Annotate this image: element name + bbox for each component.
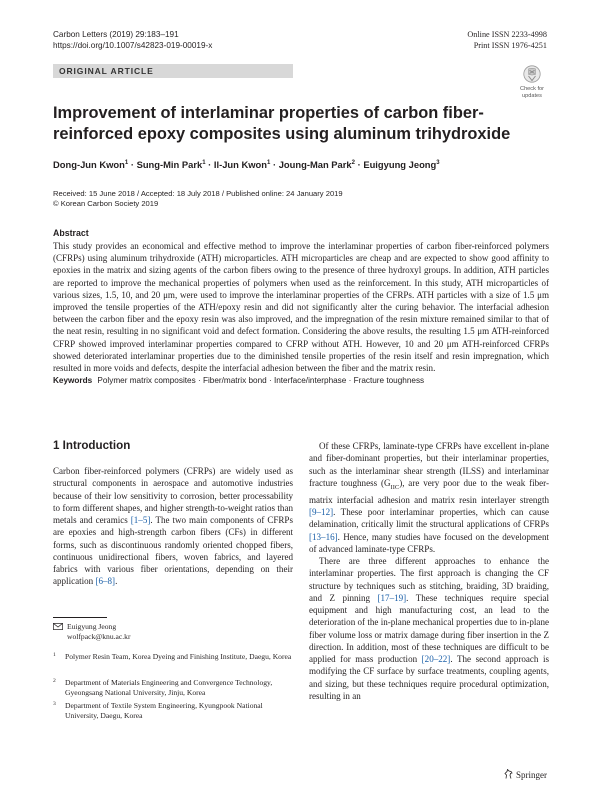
intro-paragraph-2: Of these CFRPs, laminate-type CFRPs have excellent in-plane and fiber-dominant properties, but their interlaminar properties, such as the interlaminar shear strength (ILSS) and interlaminar fracture toughness $(G_{IIC})$, are very poor due to the weak fiber-matrix interfacial adhesion and matrix resin interlayer strength [9–12]. These poor interlaminar properties, which can cause delamination, critically limit the structural applications of CFRPs [13–16]. Hence, many studies have focused on the development of advanced laminate-type CFRPs. bbox=[309, 441, 549, 554]
affiliation-number: 3 bbox=[53, 701, 56, 707]
citation-link[interactable]: [13–16] bbox=[309, 531, 338, 542]
author-separator: · bbox=[354, 159, 364, 170]
author-affiliation-marker: 2 bbox=[351, 160, 355, 166]
print-issn: Print ISSN 1976-4251 bbox=[473, 41, 547, 50]
author-name: Sung-Min Park bbox=[136, 159, 203, 170]
affiliation-number: 2 bbox=[53, 678, 56, 684]
crossmark-icon bbox=[523, 65, 541, 85]
affiliation-2 bbox=[53, 678, 293, 698]
publisher-logo bbox=[504, 769, 547, 781]
author-name: Il-Jun Kwon bbox=[213, 159, 268, 170]
intro-paragraph-1: Carbon fiber-reinforced polymers (CFRPs) are widely used as structural components in aerospace and automotive industries because of their low sensitivity to corrosion, better processability to form different shapes, and higher strength-to-weight ratios than metals and ceramics [1–5]. The two main components of CFRPs are epoxies and high-strength carbon fibers (CFs) in different forms, such as discontinuous randomly oriented chopped fibers, continuous unidirectional fibers, woven fabrics, and layered fabrics with various fiber orientations, depending on their application [6–8]. bbox=[53, 466, 293, 587]
check-for-updates-button[interactable] bbox=[516, 65, 548, 99]
keywords-text: Polymer matrix composites · Fiber/matrix bond · Interface/interphase · Fracture toughness bbox=[97, 376, 425, 385]
affiliation-text: Department of Textile System Engineering, Kyungpook National University, Daegu, Korea bbox=[65, 701, 263, 720]
affiliation-text: Polymer Resin Team, Korea Dyeing and Finishing Institute, Daegu, Korea bbox=[65, 652, 292, 661]
online-issn: Online ISSN 2233-4998 bbox=[467, 30, 547, 39]
author-separator: · bbox=[270, 159, 279, 170]
author-affiliation-marker: 1 bbox=[202, 160, 206, 166]
author-name: Dong-Jun Kwon bbox=[53, 159, 125, 170]
correspondence-footnote bbox=[53, 622, 293, 642]
author-list bbox=[53, 157, 440, 171]
springer-horse-icon bbox=[504, 769, 513, 779]
footnote-divider bbox=[53, 617, 107, 618]
author-affiliation-marker: 3 bbox=[436, 160, 440, 166]
citation-link[interactable]: [20–22] bbox=[421, 654, 451, 665]
dates-line: Received: 15 June 2018 / Accepted: 18 July 2018 / Published online: 24 January 2019 bbox=[53, 189, 343, 198]
check-updates-label-1: Check for bbox=[520, 86, 544, 92]
check-updates-label-2: updates bbox=[522, 93, 542, 99]
publisher-name: Springer bbox=[516, 770, 547, 780]
keywords-label: Keywords bbox=[53, 376, 93, 385]
affiliation-1 bbox=[53, 652, 293, 662]
author-affiliation-marker: 1 bbox=[267, 160, 271, 166]
journal-citation: Carbon Letters (2019) 29:183–191 bbox=[53, 30, 179, 39]
author-name: Euigyung Jeong bbox=[363, 159, 437, 170]
author-name: Joung-Man Park bbox=[278, 159, 352, 170]
subscript: IIC bbox=[390, 483, 400, 491]
citation-link[interactable]: [1–5] bbox=[130, 515, 151, 525]
envelope-icon bbox=[53, 623, 63, 630]
keywords-line bbox=[53, 375, 549, 386]
intro-paragraph-3: There are three different approaches to enhance the interlaminar properties. The first approach is changing the CF structure by techniques such as stitching, braiding, 3D braiding, and Z pinning [17–19]. These techniques require special equipment and high manufacturing cost, an lead to the deterioration of the in-plane mechanical properties due to in-plane fiber volume loss or matrix damage during fiber insertion in the Z direction. In addition, most of these techniques are difficult to be applied for mass production [20–22]. The second approach is modifying the CF surface by surface treatments, coupling agents, and sizing, but these techniques require procedural optimization, resulting in an bbox=[309, 556, 549, 701]
journal-header bbox=[53, 29, 212, 51]
citation-link[interactable]: [17–19] bbox=[377, 592, 407, 603]
affiliation-text: Department of Materials Engineering and Convergence Technology, Gyeongsang National University, Jinju, Korea bbox=[65, 678, 273, 697]
doi-link[interactable]: https://doi.org/10.1007/s42823-019-00019-x bbox=[53, 41, 213, 50]
right-column bbox=[309, 440, 549, 702]
author-affiliation-marker: 1 bbox=[124, 160, 129, 166]
citation-link[interactable]: [9–12] bbox=[309, 507, 334, 518]
issn-block bbox=[467, 29, 547, 51]
article-title: Improvement of interlaminar properties of carbon fiber-reinforced epoxy composites using aluminum trihydroxide bbox=[53, 104, 511, 143]
author-separator: · bbox=[205, 159, 214, 170]
abstract-heading: Abstract bbox=[53, 228, 89, 238]
copyright-line: © Korean Carbon Society 2019 bbox=[53, 199, 159, 208]
abstract-text: This study provides an economical and effective method to improve the interlaminar properties of carbon fiber-reinforced polymers (CFRPs) using aluminum trihydroxide (ATH) microparticles. ATH microparticles are cheap and are expected to show good affinity to epoxies in the matrix and sizing agents of the carbon fibers owing to the presence of three hydroxyl groups. In addition, ATH particles are reported to improve the mechanical properties of polymers when used as the reinforcement. In this study, ATH microparticles of various sizes, 1.5, 10, and 20 μm, were used to improve the interlaminar properties of the CFRPs. ATH particles with a size of 1.5 μm improved the tensile properties of the ATH/epoxy resin and did not significantly alter the curing behavior. The interfacial adhesion between the carbon fiber and the epoxy resin was also improved, and the impregnation of the resin mixture remained similar to that of the neat resin, resulting in no significant void and defect formation. Considering the above results, the resulting 1.5 μm ATH-reinforced CFRP showed improved interlaminar properties compared to CFRP without ATH. However, 10 and 20 μm ATH-reinforced CFRPs showed deteriorated interlaminar properties due to the diminished tensile properties of the resin itself and resin impregnation, which resulted in more voids and defects, despite the interfacial adhesion between the fiber and the matrix resin. bbox=[53, 241, 549, 374]
correspondence-email[interactable]: wolfpack@knu.ac.kr bbox=[67, 632, 131, 641]
citation-link[interactable]: [6–8] bbox=[95, 576, 116, 587]
affiliation-3 bbox=[53, 701, 293, 721]
article-type-banner: ORIGINAL ARTICLE bbox=[53, 64, 293, 78]
affiliation-number: 1 bbox=[53, 652, 56, 658]
author-separator: · bbox=[128, 159, 137, 170]
correspondence-name: Euigyung Jeong bbox=[67, 622, 117, 631]
section-heading-introduction: 1 Introduction bbox=[53, 439, 131, 452]
publication-dates bbox=[53, 189, 343, 209]
